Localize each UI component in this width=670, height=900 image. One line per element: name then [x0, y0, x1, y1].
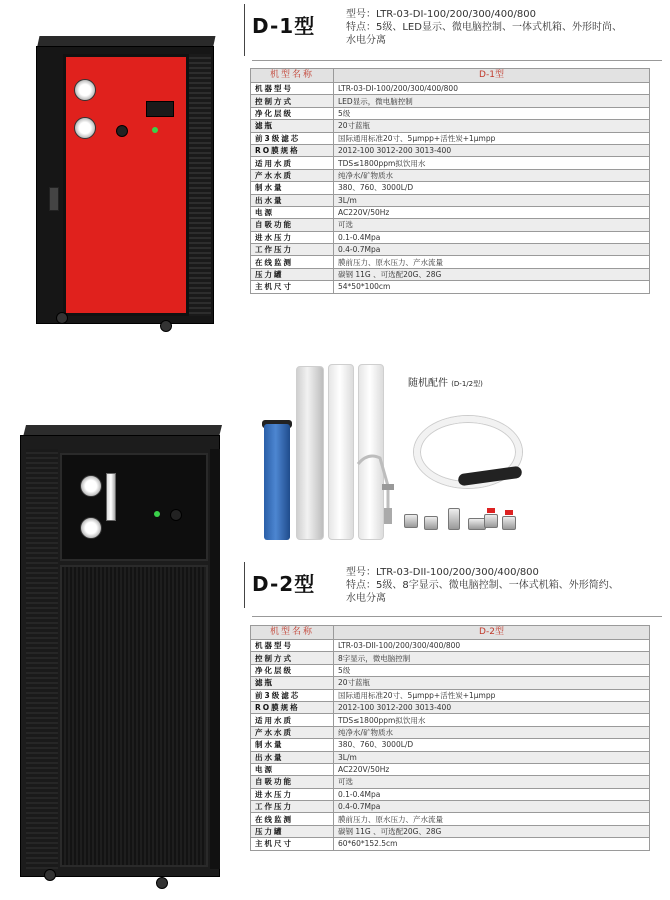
spec-value: 纯净水/矿物质水 [334, 726, 650, 738]
table-row [251, 95, 650, 107]
spec-key: 出水量 [251, 194, 334, 206]
spec-key: 产水水质 [251, 169, 334, 181]
spec-key: 制水量 [251, 182, 334, 194]
table-row [251, 739, 650, 751]
spec-key: 滤瓶 [251, 677, 334, 689]
divider [252, 616, 662, 617]
model-description [346, 566, 619, 605]
spec-value: 国际通用标准20寸、5μmpp+活性炭+1μmpp [334, 689, 650, 701]
spec-value: 0.4-0.7Mpa [334, 244, 650, 256]
spec-value: 膜前压力、原水压力、产水流量 [334, 813, 650, 825]
spec-key: RO膜规格 [251, 701, 334, 713]
spec-value: 3L/m [334, 751, 650, 763]
table-row [251, 714, 650, 726]
table-row [251, 244, 650, 256]
spec-value: LTR-03-DII-100/200/300/400/800 [334, 640, 650, 652]
table-row [251, 157, 650, 169]
table-row [251, 107, 650, 119]
pressure-gauge-icon [74, 117, 96, 139]
table-row [251, 132, 650, 144]
valve-handle-icon [505, 510, 513, 515]
spec-value: AC220V/50Hz [334, 763, 650, 775]
features-line: 水电分离 [346, 593, 386, 604]
ventilation-grille [189, 54, 211, 316]
accessories-image [252, 358, 662, 548]
spec-value: 可选 [334, 776, 650, 788]
accessories-label: 随机配件 [408, 378, 448, 389]
table-row [251, 231, 650, 243]
spec-key: 自吸功能 [251, 219, 334, 231]
table-row [251, 763, 650, 775]
spec-key: 进水压力 [251, 788, 334, 800]
spec-key: 适用水质 [251, 157, 334, 169]
spec-value: 380、760、3000L/D [334, 739, 650, 751]
fitting-icon [404, 514, 418, 528]
spec-key: 净化层级 [251, 664, 334, 676]
spec-value: 0.1-0.4Mpa [334, 231, 650, 243]
fitting-icon [448, 508, 460, 530]
spec-key: 前3级滤芯 [251, 132, 334, 144]
spec-key: 进水压力 [251, 231, 334, 243]
spec-key: 机器型号 [251, 640, 334, 652]
table-row [251, 726, 650, 738]
table-header-row [251, 626, 650, 640]
table-header-value: D-2型 [334, 626, 650, 640]
pressure-gauge-icon [74, 79, 96, 101]
spec-value: LTR-03-DI-100/200/300/400/800 [334, 83, 650, 95]
features-line: 特点：5级、LED显示、微电脑控制、一体式机箱、外形时尚、 [346, 22, 622, 33]
machine-d2-image [20, 423, 230, 893]
accessories-note: (D-1/2型) [451, 380, 483, 388]
spec-key: 压力罐 [251, 268, 334, 280]
table-row [251, 219, 650, 231]
spec-value: AC220V/50Hz [334, 206, 650, 218]
table-row [251, 664, 650, 676]
spec-value: 碳钢 11G 、可选配20G、28G [334, 825, 650, 837]
spec-value: 8字显示，微电脑控制 [334, 652, 650, 664]
spec-key: 前3级滤芯 [251, 689, 334, 701]
spec-value: 2012-100 3012-200 3013-400 [334, 701, 650, 713]
pressure-gauge-icon [80, 475, 102, 497]
table-row [251, 281, 650, 293]
table-row [251, 813, 650, 825]
table-row [251, 194, 650, 206]
valve-icon [484, 514, 498, 528]
table-header-row [251, 69, 650, 83]
table-row [251, 256, 650, 268]
spec-value: 碳钢 11G 、可选配20G、28G [334, 268, 650, 280]
spec-value: 5级 [334, 664, 650, 676]
table-header-key: 机型名称 [251, 626, 334, 640]
caster-wheel-icon [44, 869, 56, 881]
faucet-icon [354, 450, 398, 526]
spec-table-d1 [250, 68, 650, 294]
ro-membrane-icon [264, 424, 290, 540]
model-line: 型号：LTR-03-DII-100/200/300/400/800 [346, 567, 539, 578]
accessories-title [408, 374, 483, 389]
model-line: 型号：LTR-03-DI-100/200/300/400/800 [346, 9, 536, 20]
spec-key: 电源 [251, 763, 334, 775]
door-handle [49, 187, 59, 211]
table-row [251, 801, 650, 813]
control-knob-icon [116, 125, 128, 137]
table-header-key: 机型名称 [251, 69, 334, 83]
spec-value: 0.1-0.4Mpa [334, 788, 650, 800]
red-door-panel [63, 54, 189, 316]
spec-key: 净化层级 [251, 107, 334, 119]
section-title: D-1型 [252, 14, 316, 38]
section-title: D-2型 [252, 572, 316, 596]
spec-value: 国际通用标准20寸、5μmpp+活性炭+1μmpp [334, 132, 650, 144]
table-row [251, 268, 650, 280]
spec-value: TDS≤1800ppm拟饮用水 [334, 714, 650, 726]
led-display [146, 101, 174, 117]
spec-value: 纯净水/矿物质水 [334, 169, 650, 181]
header-divider [244, 562, 245, 608]
spec-value: 2012-100 3012-200 3013-400 [334, 144, 650, 156]
table-row [251, 169, 650, 181]
spec-key: 滤瓶 [251, 120, 334, 132]
spec-key: 电源 [251, 206, 334, 218]
flowmeter-icon [106, 473, 116, 521]
model-description [346, 8, 622, 47]
table-header-value: D-1型 [334, 69, 650, 83]
table-row [251, 689, 650, 701]
spec-value: 可选 [334, 219, 650, 231]
table-row [251, 182, 650, 194]
header-divider [244, 4, 245, 56]
spec-key: 主机尺寸 [251, 281, 334, 293]
indicator-led-icon [154, 511, 160, 517]
valve-handle-icon [487, 508, 495, 513]
spec-value: 3L/m [334, 194, 650, 206]
spec-key: RO膜规格 [251, 144, 334, 156]
table-row [251, 701, 650, 713]
spec-table-d2 [250, 625, 650, 851]
features-line: 水电分离 [346, 35, 386, 46]
table-row [251, 838, 650, 850]
caster-wheel-icon [160, 320, 172, 332]
divider [252, 60, 662, 61]
spec-key: 制水量 [251, 739, 334, 751]
cabinet-side [210, 449, 220, 869]
spec-key: 自吸功能 [251, 776, 334, 788]
spec-value: 380、760、3000L/D [334, 182, 650, 194]
spec-value: 20寸蓝瓶 [334, 120, 650, 132]
spec-key: 控制方式 [251, 95, 334, 107]
caster-wheel-icon [156, 877, 168, 889]
features-line: 特点：5级、8字显示、微电脑控制、一体式机箱、外形简约、 [346, 580, 619, 591]
spec-key: 压力罐 [251, 825, 334, 837]
spec-value: 膜前压力、原水压力、产水流量 [334, 256, 650, 268]
pp-filter-icon [328, 364, 354, 540]
spec-key: 工作压力 [251, 244, 334, 256]
indicator-led-icon [152, 127, 158, 133]
spec-key: 控制方式 [251, 652, 334, 664]
spec-key: 适用水质 [251, 714, 334, 726]
table-row [251, 120, 650, 132]
spec-value: 54*50*100cm [334, 281, 650, 293]
table-row [251, 776, 650, 788]
spec-value: 0.4-0.7Mpa [334, 801, 650, 813]
table-row [251, 788, 650, 800]
pressure-gauge-icon [80, 517, 102, 539]
table-row [251, 206, 650, 218]
spec-value: 60*60*152.5cm [334, 838, 650, 850]
spec-key: 在线监测 [251, 813, 334, 825]
control-panel [60, 453, 208, 561]
fitting-icon [424, 516, 438, 530]
spec-value: 5级 [334, 107, 650, 119]
ventilation-grille [26, 449, 58, 869]
spec-value: 20寸蓝瓶 [334, 677, 650, 689]
spec-value: LED显示，微电脑控制 [334, 95, 650, 107]
control-knob-icon [170, 509, 182, 521]
table-row [251, 677, 650, 689]
spec-key: 出水量 [251, 751, 334, 763]
table-row [251, 144, 650, 156]
machine-d1-image [36, 36, 214, 336]
valve-icon [502, 516, 516, 530]
spec-key: 在线监测 [251, 256, 334, 268]
carbon-filter-icon [296, 366, 324, 540]
table-row [251, 751, 650, 763]
black-door-panel [60, 565, 208, 867]
caster-wheel-icon [56, 312, 68, 324]
table-row [251, 652, 650, 664]
spec-key: 工作压力 [251, 801, 334, 813]
spec-value: TDS≤1800ppm拟饮用水 [334, 157, 650, 169]
table-row [251, 640, 650, 652]
table-row [251, 83, 650, 95]
spec-key: 机器型号 [251, 83, 334, 95]
table-row [251, 825, 650, 837]
spec-key: 产水水质 [251, 726, 334, 738]
spec-key: 主机尺寸 [251, 838, 334, 850]
